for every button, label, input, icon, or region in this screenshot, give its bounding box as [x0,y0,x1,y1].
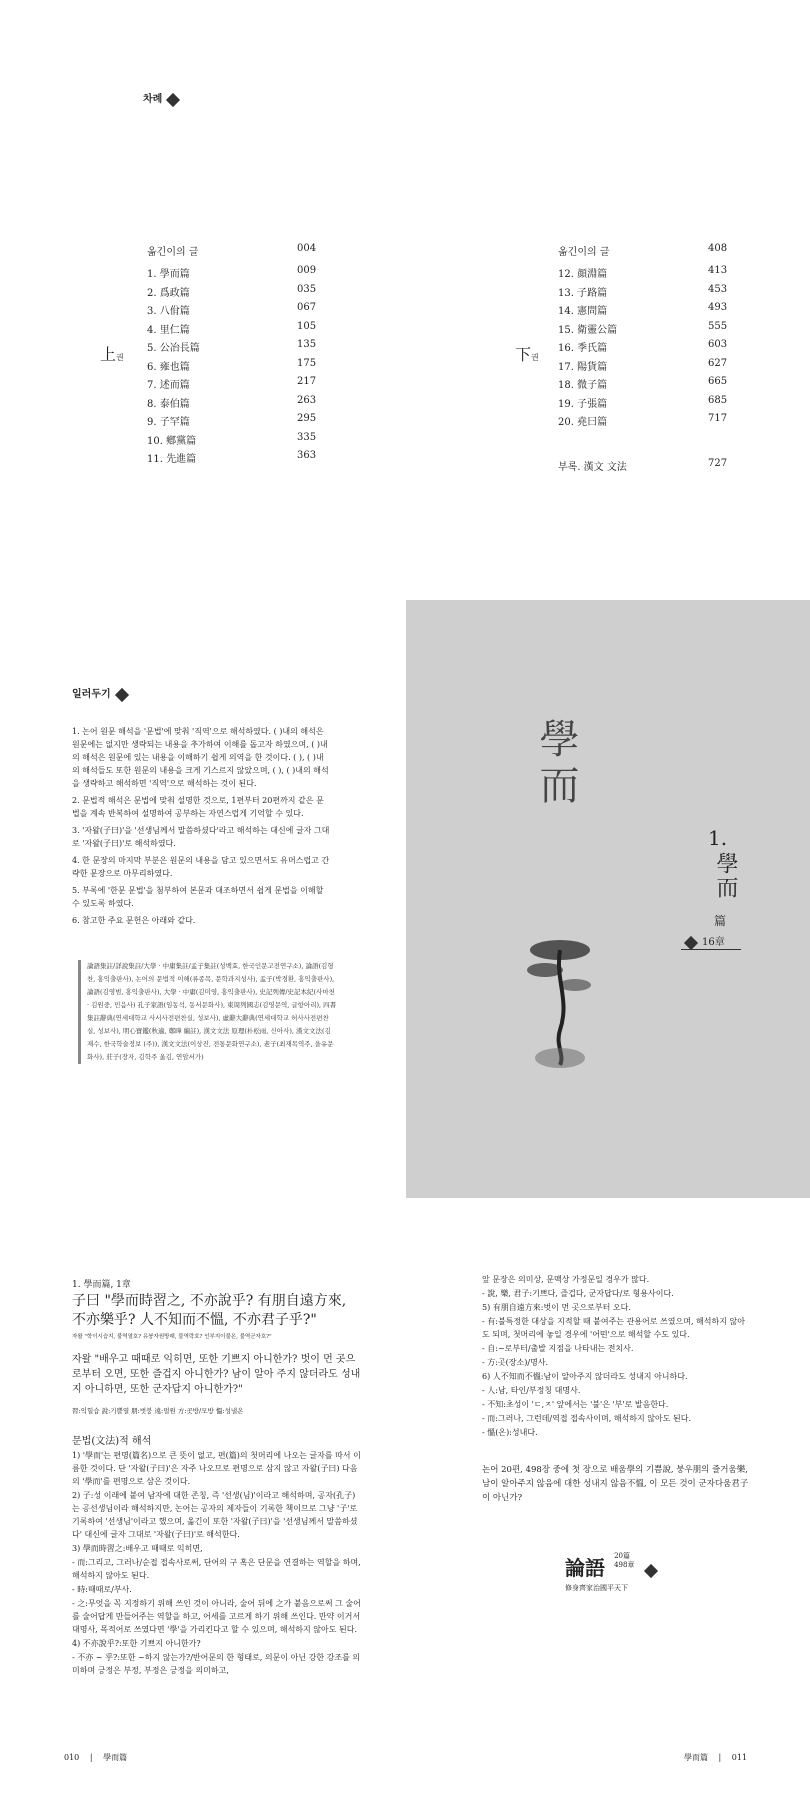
toc-entry-page: 067 [297,302,317,313]
toc-entry-page: 493 [708,302,728,313]
diamond-icon [643,1563,657,1577]
toc-entry-label: 부록. 漢文 文法 [558,461,627,473]
diamond-icon [166,92,180,106]
chapter-number: 1. [708,826,728,850]
toc-entry-label: 11. 先進篇 [147,454,197,465]
toc-entry-page: 263 [297,394,317,406]
toc-left-volume: 上권 [100,345,124,364]
toc-entry-page: 727 [708,457,728,469]
toc-entry[interactable] [558,283,728,299]
toc-entry-label: 18. 微子篇 [558,380,608,391]
note-item: 3. '자왈(子曰)'을 '선생님께서 말씀하셨다'라고 해석하는 대신에 글자 그대로 '자왈(子曰)'로 해석하였다. [72,826,330,848]
toc-entry-page: 685 [708,394,728,406]
toc-entry-page: 413 [708,265,728,276]
toc-entry-label: 1. 學而篇 [147,269,190,280]
toc-entry-label: 옮긴이의 글 [147,247,199,258]
quote-hanja: 子曰 "學而時習之, 不亦說乎? 有朋自遠方來, 不亦樂乎? 人不知而不慍, 不亦君子乎?" [72,1293,347,1328]
chapter-suffix: 篇 [714,914,727,928]
toc-entry-label: 10. 鄕黨篇 [147,435,197,447]
toc-entry-label: 3. 八佾篇 [147,306,190,317]
p011-line: - 人:남, 타인/부정칭 대명사. [482,1386,581,1395]
lunyu-logo: 論語 20篇 498章 修身齊家治國平天下 [565,1552,656,1593]
note-item: 2. 문법적 해석은 문법에 맞춰 설명한 것으로, 1편부터 20편까지 같은 문법을 계속 반복하여 설명하여 공부하는 자연스럽게 기억할 수 있다. [72,796,324,818]
page-footer-left: 010 | 學而篇 [64,1753,128,1762]
toc-entry-label: 옮긴이의 글 [558,247,610,258]
note-item: 1. 논어 원문 해석을 '문법'에 맞춰 '직역'으로 해석하였다. ( )내의 해석은 원문에는 없지만 생략되는 내용을 추가하여 이해를 돕고자 하였으며, ( )내의 해석은 원문에 있는 내용을 이해하기 쉽게 의역을 한 것이다. ( ), ( )내의 해석들도 또한 원문의 내용을 크게 기스르지 않았으며, ( ), ( )내의 해석을 생략하고 해석하면 '직역'으로 해석하는 것이 된다. [72,727,329,788]
toc-entry-label: 9. 子罕篇 [147,417,190,428]
toc-entry-label: 20. 堯曰篇 [558,417,608,428]
page-footer-right: 學而篇 | 011 [684,1753,748,1762]
toc-entry[interactable] [147,357,317,373]
toc-entry-page: 105 [297,320,317,332]
toc-entry[interactable] [147,265,317,280]
toc-entry-label: 12. 顔淵篇 [558,269,608,280]
toc-entry-page: 335 [297,431,317,443]
p011-line: - 自:~로부터/출발 지점을 나타내는 전치사. [482,1344,634,1353]
toc-entry[interactable] [147,339,317,354]
section-label: 1. 學而篇, 1章 [72,1280,131,1290]
toc-entry[interactable] [558,394,728,410]
toc-entry[interactable] [558,302,728,317]
grammar-line: 4) 不亦說乎?:또한 기쁘지 아니한가? [72,1639,201,1648]
toc-entry-label: 13. 子路篇 [558,287,608,299]
toc-entry[interactable] [147,302,317,317]
diamond-icon [684,935,698,949]
toc-entry-page: 217 [297,376,317,387]
p011-line: - 有:불특정한 대상을 지적할 때 붙여주는 관용어로 쓰였으며, 해석하지 않아도 되며, 첫머리에 놓일 경우에 '어떤'으로 해석할 수도 있다. [482,1317,745,1339]
toc-entry[interactable] [558,320,728,336]
toc-right-list [558,243,728,473]
toc-entry[interactable] [558,339,728,354]
toc-entry[interactable] [147,320,317,336]
p011-line: - 說, 樂, 君子:기쁘다, 즐겁다, 군자답다/로 형용사이다. [482,1289,674,1298]
toc-entry-label: 17. 陽貨篇 [558,361,608,373]
toc-entry-label: 16. 季氏篇 [558,343,608,354]
vocab: 習:익힐습 說:기쁠열 朋:벗붕 遠:멀원 方:곳방/모방 慍:성낼온 [72,1407,244,1415]
toc-entry-page: 295 [297,413,317,424]
summary: 논어 20편, 498장 중에 첫 장으로 배움學의 기쁨說, 붕우朋의 즐거움樂, 남이 알아주지 않음에 대한 성내지 않음不慍, 이 모든 것이 군자다움君子이 아닌가? [482,1465,749,1503]
toc-entry-label: 5. 公冶長篇 [147,343,200,354]
notes-list [72,725,330,931]
note-item: 4. 한 문장의 마지막 부분은 원문의 내용을 담고 있으면서도 유머스럽고 간략한 문장으로 마무리하였다. [72,856,330,878]
toc-entry-page: 408 [708,243,728,254]
toc-entry[interactable] [147,376,317,391]
grammar-line: - 之:무엇을 꼭 지정하기 위해 쓰인 것이 아니라, 술어 뒤에 之가 붙음으로써 그 술어를 술어답게 만들어주는 역할을 하고, 어세를 고르게 하기 위해 쓰인다. 만약 이거서 대명사, 목적어로 쓰였다면 '學'을 가리킨다고 할 수 있으며, 해석하지 않아도 된다. [72,1599,361,1634]
toc-entry-page: 627 [708,357,728,369]
toc-entry-page: 555 [708,320,728,332]
p011-lines [482,1273,752,1440]
toc-entry-label: 2. 爲政篇 [147,287,190,299]
toc-entry-page: 135 [297,339,317,350]
diamond-icon [115,687,129,701]
p011-line: - 而:그러나, 그런데/역접 접속사이며, 해석하지 않아도 된다. [482,1414,691,1423]
toc-entry-page: 009 [297,265,317,276]
grammar-lines [72,1449,362,1678]
toc-entry-label: 4. 里仁篇 [147,324,190,336]
toc-entry-label: 15. 衛靈公篇 [558,324,618,336]
chapter-count: 16章 [686,933,725,948]
translation: 자왈 "배우고 때때로 익히면, 또한 기쁘지 아니한가? 벗이 먼 곳으로부터 오면, 또한 즐겁지 아니한가? 남이 알아 주지 않더라도 성내지 아니하면, 또한 군자답지 아니한가?" [72,1354,361,1395]
toc-heading: 차례 [143,90,178,105]
toc-left-list [147,243,317,473]
chapter-title: 學而 [713,852,738,900]
toc-entry[interactable] [147,450,317,465]
toc-entry-label: 6. 雍也篇 [147,361,190,373]
chapter-title-vertical: 學而 [533,718,579,810]
note-item: 5. 부록에 '한문 문법'을 첨부하여 본문과 대조하면서 쉽게 문법을 이해할 수 있도록 하였다. [72,886,324,908]
toc-entry[interactable] [147,431,317,447]
toc-entry[interactable] [558,243,728,258]
toc-entry-label: 8. 泰伯篇 [147,398,190,410]
toc-entry-label: 19. 子張篇 [558,398,608,410]
grammar-line: 2) 子:성 이래에 붙여 남자에 대한 존칭, 즉 '선생(님)'이라고 해석하며, 공자(孔子)는 공선생님이라 해석하지만, 논어는 공자의 제자들이 기록한 책이므로 그냥 '子'로 기록하여 '선생님'이라고 했으며, 옮긴이 또한 '자왈(子曰)'을 '선생님께서 말씀하셨다' 대신에 글자 그대로 '자왈(子曰)'로 해석한다. [72,1491,358,1539]
toc-entry[interactable] [558,457,728,473]
toc-entry[interactable] [147,413,317,428]
toc-entry-page: 603 [708,339,728,350]
toc-entry[interactable] [558,357,728,373]
p011-line: - 不知:초성이 'ㄷ,ㅈ' 앞에서는 '불'은 '부'로 발음한다. [482,1400,669,1409]
toc-entry-page: 717 [708,413,728,424]
p011-line: 5) 有朋自遠方來:벗이 먼 곳으로부터 오다. [482,1303,631,1312]
p011-line: - 慍(온):성내다. [482,1428,538,1437]
toc-right-volume: 下권 [515,345,539,364]
toc-entry[interactable] [558,413,728,428]
toc-entry[interactable] [147,243,317,258]
toc-entry-page: 363 [297,450,317,461]
references-box: 論語集註/詳說集註/大學 · 中庸集註/孟子集註(성백효, 한국인문고전연구소), 論語(김형찬, 홍익출판사), 논어의 문법적 이해(류종목, 문학과지성사), 孟子(박경환, 홍익출판사), 論語(김영범, 홍익출판사), 大學 · 中庸(김미영, 홍익출판사), 史記列傳/史記本紀(사마천 · 김원중, 민음사) 孔子家語(임동석, 동서문화사), 東周列國志(김영문역, 글항아리), 四書集註辭典(연세대학교 사서사전편찬실, 성보사), 虛辭大辭典(연세대학교 허사사전편찬실, 성보사), 明心寶鑑(秋適, 鄭曄 編註), 漢文文法 原理(朴松雨, 신아사), 漢文文法(김재수, 한국학술정보 (주)), 漢文文法(이상진, 전통문화연구소), 老子(최재목역주, 을유문화사), 莊子(장자, 김학주 옮김, 연암서가) [78,960,337,1064]
p011-line: 6) 人不知而不慍:남이 알아주지 않더라도 성내지 아니하다. [482,1372,688,1381]
toc-entry[interactable] [147,394,317,410]
toc-entry-page: 035 [297,283,317,295]
grammar-line: - 時:때때로/부사. [72,1585,132,1594]
toc-entry-page: 665 [708,376,728,387]
pine-tree-illustration [520,930,600,1070]
grammar-line: - 而:그리고, 그러나/순접 접속사로써, 단어의 구 혹은 단문을 연결하는 역할을 하며, 해석하지 않아도 된다. [72,1558,361,1580]
toc-entry[interactable] [558,265,728,280]
toc-entry-page: 175 [297,357,317,369]
pronunciation: 자왈 "학이시습지, 불역열호? 유붕자원방래, 불역락호? 인부지이불온, 불역군자호?" [72,1334,272,1340]
grammar-heading: 문법(文法)적 해석 [72,1436,152,1447]
p011-line: 앞 문장은 의미상, 문맥상 가정문일 경우가 많다. [482,1275,650,1284]
p011-line: - 方:곳(장소)/명사. [482,1358,549,1367]
note-item: 6. 참고한 주요 문헌은 아래와 같다. [72,916,196,925]
chapter-opener-panel [406,600,810,1198]
toc-entry-page: 004 [297,243,317,254]
grammar-line: - 不亦 ~ 乎?:또한 ~하지 않는가?/반어문의 한 형태로, 의문이 아닌 강한 강조를 의미하며 긍정은 부정, 부정은 긍정을 의미하고, [72,1653,361,1675]
toc-entry-label: 14. 憲問篇 [558,306,608,317]
toc-entry[interactable] [147,283,317,299]
toc-entry[interactable] [558,376,728,391]
toc-entry-label: 7. 述而篇 [147,380,190,391]
grammar-line: 3) 學而時習之:배우고 때때로 익히면, [72,1544,203,1553]
notes-heading: 일러두기 [72,685,127,700]
toc-entry-page: 453 [708,283,728,295]
grammar-line: 1) '學而'는 편명(篇名)으로 큰 뜻이 없고, 편(篇)의 첫머리에 나오는 글자를 따서 이름한 것이다. 단 '자왈(子曰)'은 자주 나오므로 편명으로 삼지 않고 자왈(子曰) 다음의 '學而'를 편명으로 삼은 것이다. [72,1451,361,1486]
chapter-underline [681,949,741,950]
